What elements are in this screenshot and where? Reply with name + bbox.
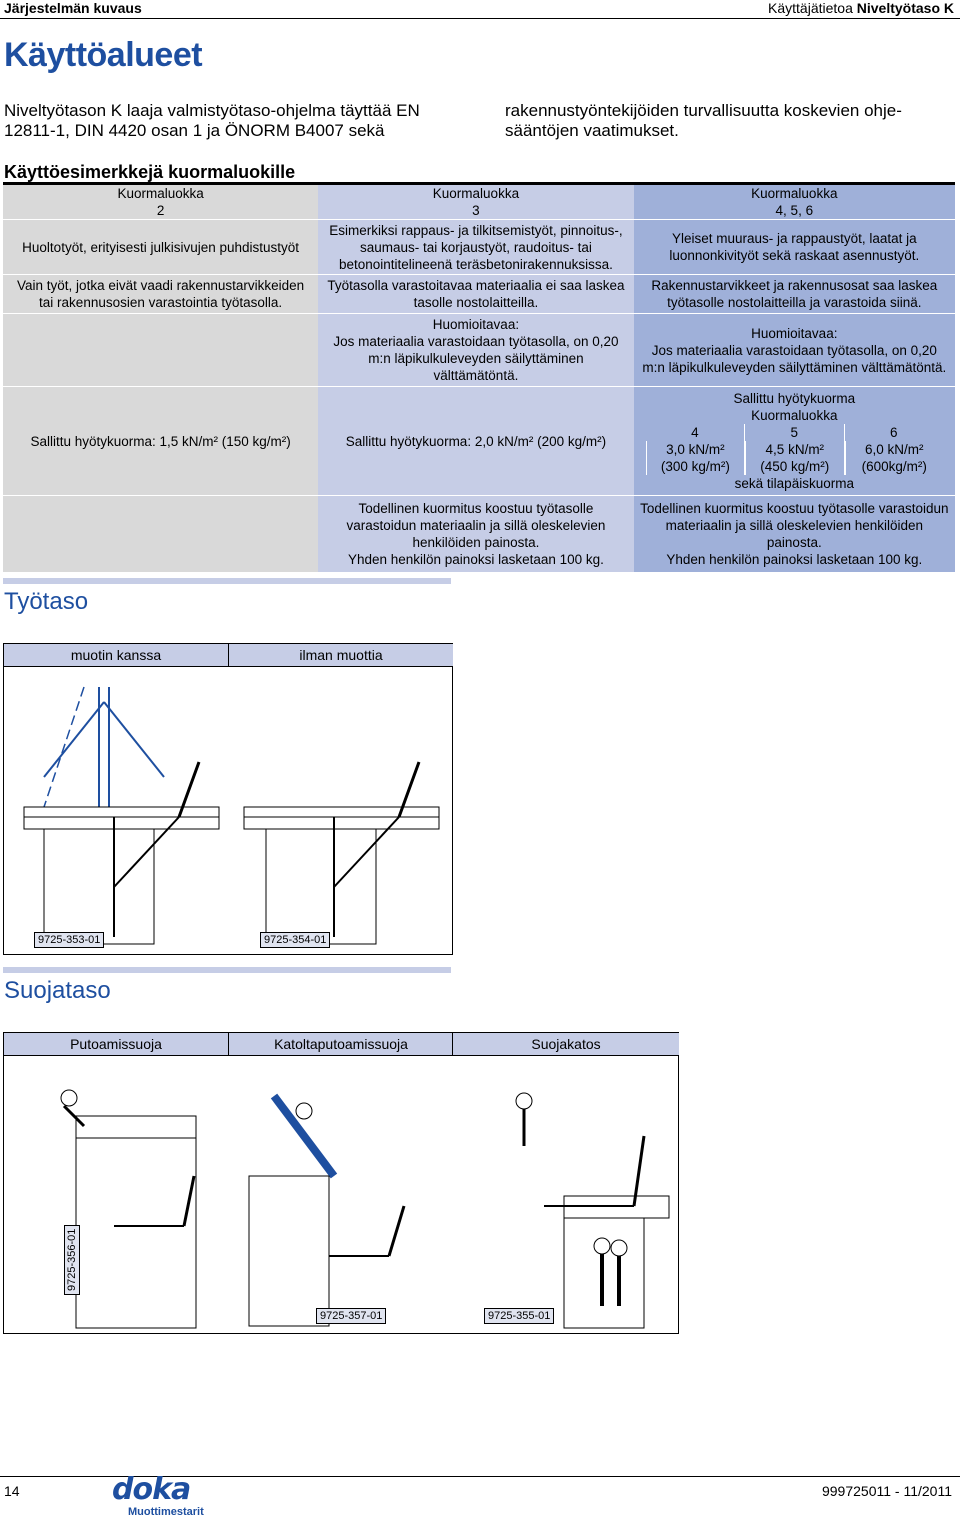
load-class-4 [646,424,744,475]
section-bar [3,967,451,973]
load-kn: 6,0 kN/m² [845,441,943,458]
intro-right [505,101,902,141]
table-row [3,314,955,387]
col2-note-empty [3,314,318,387]
col2-head1: Kuormaluokka [117,186,204,201]
figure-code: 9725-357-01 [316,1308,386,1324]
suojataso-title: Suojataso [4,977,111,1004]
intro-right-line2: sääntöjen vaatimukset. [505,121,679,140]
intro-left-line2: 12811-1, DIN 4420 osan 1 ja ÖNORM B4007 sekä [4,121,385,140]
section-subtitle: Käyttöesimerkkejä kuormaluokille [4,162,296,182]
col46-actual [634,496,955,573]
load-values [640,424,949,475]
table-row [3,496,955,573]
intro-left-line1: Niveltyötason K laaja valmistyötaso-ohjelma täyttää EN [4,101,420,120]
figure-code: 9725-353-01 [34,932,104,948]
header-product [768,0,954,16]
suojataso-col1-head: Putoamissuoja [4,1033,228,1056]
col46-storage: Rakennustarvikkeet ja rakennusosat saa laskea työtasolle nostolaitteilla ja varastoida siinä. [634,275,955,314]
running-header [0,0,960,18]
col3-header [318,184,633,220]
col3-note [318,314,633,387]
col3-actual-text: Todellinen kuormitus koostuu työtasolle varastoidun materiaalin ja sillä oleskelevien henkilöiden painosta. [346,501,606,550]
col46-load-extra: sekä tilapäiskuorma [734,476,854,491]
load-class-table [3,182,955,572]
logo-wordmark: doka [112,1472,191,1507]
document-number: 999725011 - 11/2011 [821,1483,952,1499]
col46-load [634,387,955,496]
col46-head2: 4, 5, 6 [775,203,814,218]
col3-note-head: Huomioitavaa: [432,317,520,332]
load-cls: 5 [790,425,799,440]
header-prefix: Käyttäjätietoa [768,0,853,16]
tyotaso-col2-head: ilman muottia [228,644,453,667]
col3-person: Yhden henkilön painoksi lasketaan 100 kg. [347,552,604,567]
col3-head2: 3 [472,203,480,218]
col2-header [3,184,318,220]
load-class-5 [744,424,843,475]
header-product-name: Niveltyötaso K [856,0,954,16]
protection-drawing [4,1056,678,1333]
col46-actual-text: Todellinen kuormitus koostuu työtasolle varastoidun materiaalin ja sillä oleskelevien henkilöiden painosta. [640,501,949,550]
bracket-drawing [4,667,452,954]
doka-logo [108,1472,248,1522]
load-kg: (300 kg/m²) [646,458,744,475]
intro-right-line1: rakennustyöntekijöiden turvallisuutta koskevien ohje- [505,101,902,120]
load-kn: 4,5 kN/m² [745,441,843,458]
logo-tagline: Muottimestarit [128,1506,204,1518]
intro-left [4,101,420,141]
col46-person: Yhden henkilön painoksi lasketaan 100 kg. [666,552,923,567]
tyotaso-figure [3,643,453,955]
col2-storage: Vain työt, jotka eivät vaadi rakennustarvikkeiden tai rakennusosien varastointia työtasolla. [3,275,318,314]
col46-load-head1: Sallittu hyötykuorma [733,391,856,406]
load-kg: (450 kg/m²) [745,458,843,475]
figure-code: 9725-354-01 [260,932,330,948]
suojataso-col2-head: Katoltaputoamissuoja [228,1033,453,1056]
col3-load: Sallittu hyötykuorma: 2,0 kN/m² (200 kg/m²) [318,387,633,496]
col3-actual [318,496,633,573]
col46-head1: Kuormaluokka [751,186,838,201]
col2-load: Sallittu hyötykuorma: 1,5 kN/m² (150 kg/m²) [3,387,318,496]
table-row [3,220,955,275]
suojataso-figure [3,1032,679,1334]
col46-desc: Yleiset muuraus- ja rappaustyöt, laatat ja luonnonkivityöt sekä raskaat asennustyöt. [634,220,955,275]
load-class-6 [844,424,943,475]
table-row [3,275,955,314]
tyotaso-title: Työtaso [4,588,89,615]
table-header-row [3,184,955,220]
figure-code: 9725-356-01 [64,1225,80,1295]
header-section: Järjestelmän kuvaus [4,0,142,16]
col2-head2: 2 [156,203,165,218]
load-kn: 3,0 kN/m² [646,441,744,458]
load-cls: 4 [691,425,699,440]
figure-code: 9725-355-01 [484,1308,554,1324]
col46-note-text: Jos materiaalia varastoidaan työtasolla, on 0,20 m:n läpikulkuleveyden säilyttäminen välttämätöntä. [642,342,947,375]
col46-header [634,184,955,220]
col3-storage: Työtasolla varastoitavaa materiaalia ei saa laskea tasolle nostolaitteilla. [318,275,633,314]
tyotaso-col1-head: muotin kanssa [4,644,228,667]
suojataso-col3-head: Suojakatos [452,1033,679,1056]
col46-note-head: Huomioitavaa: [751,325,838,341]
table-row [3,387,955,496]
load-cls: 6 [890,425,898,440]
page-title: Käyttöalueet [4,36,203,74]
col46-load-head2: Kuormaluokka [751,408,838,423]
col2-desc: Huoltotyöt, erityisesti julkisivujen puhdistustyöt [3,220,318,275]
header-divider [0,18,960,19]
section-bar [3,578,451,584]
col3-note-text: Jos materiaalia varastoidaan työtasolla, on 0,20 m:n läpikulkuleveyden säilyttäminen välttämätöntä. [333,334,619,383]
col46-note [634,314,955,387]
col2-actual-empty [3,496,318,573]
col3-desc: Esimerkiksi rappaus- ja tilkitsemistyöt, pinnoitus-, saumaus- tai korjaustyöt, raudoitus- tai betonointitelineenä teräsbetonirakennuksissa. [318,220,633,275]
page-number: 14 [4,1483,20,1499]
load-kg: (600kg/m²) [845,458,943,475]
col3-head1: Kuormaluokka [432,186,520,201]
